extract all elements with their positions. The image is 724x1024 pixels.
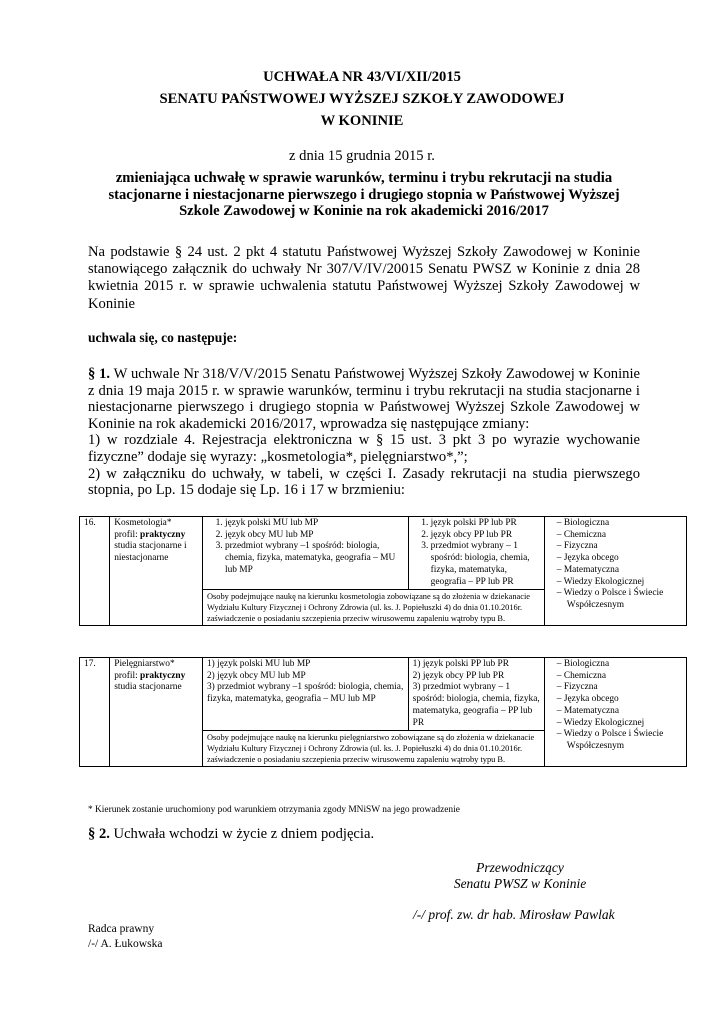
olympiads-cell bbox=[544, 658, 686, 767]
list-item: 1. język polski PP lub PR bbox=[431, 518, 540, 530]
vaccination-note: Osoby podejmujące naukę na kierunku kosmetologia zobowiązane są do złożenia w dziekanacie Wydziału Kultury Fizycznej i Ochrony Zdrowia (ul. ks. J. Popiełuszki 4) do dnia 01.10.2016r. zaświadczenie o posiadaniu szczepienia przeciw wirusowemu zapaleniu wątroby typu B. bbox=[202, 590, 544, 626]
list-item: – Wiedzy Ekologicznej bbox=[549, 577, 682, 589]
resolution-title bbox=[0, 66, 724, 132]
program-mode: studia stacjonarne i niestacjonarne bbox=[114, 541, 187, 564]
profile-prefix: profil: bbox=[114, 670, 141, 681]
paragraph-2-text: Uchwała wchodzi w życie z dniem podjęcia. bbox=[109, 826, 375, 842]
paragraph-1-mark: § 1. bbox=[88, 366, 111, 382]
list-item: – Biologiczna bbox=[549, 659, 682, 671]
chair-role bbox=[445, 860, 595, 892]
lp-cell: 16. bbox=[80, 517, 110, 626]
list-item: 2) język obcy MU lub MP bbox=[206, 670, 306, 681]
list-item: 3) przedmiot wybrany –1 spośród: biologia, chemia, fizyka, matematyka, geografia – MU lub MP bbox=[206, 682, 404, 705]
list-item: – Biologiczna bbox=[549, 518, 682, 530]
senate-name: SENATU PAŃSTWOWEJ WYŻSZEJ SZKOŁY ZAWODOWEJ bbox=[159, 91, 565, 107]
profile-prefix: profil: bbox=[114, 529, 141, 540]
olympiads-cell bbox=[544, 517, 686, 626]
legal-basis: Na podstawie § 24 ust. 2 pkt 4 statutu Państwowej Wyższej Szkoły Zawodowej w Koninie stanowiącego załącznik do uchwały Nr 307/V/IV/20015 Senatu PWSZ w Koninie z dnia 28 kwietnia 2015 r. w sprawie uchwalenia statutu Państwowej Wyższej Szkoły Zawodowej w Koninie bbox=[88, 244, 640, 312]
list-item: 2. język obcy PP lub PR bbox=[431, 530, 540, 542]
list-item: – Języka obcego bbox=[549, 553, 682, 565]
counsel-name: /-/ A. Łukowska bbox=[88, 938, 163, 950]
table-row-17 bbox=[79, 657, 687, 767]
paragraph-1 bbox=[88, 366, 640, 499]
city-name: W KONINIE bbox=[320, 113, 404, 129]
list-item: – Fizyczna bbox=[549, 682, 682, 694]
resolution-number: UCHWAŁA NR 43/VI/XII/2015 bbox=[263, 69, 461, 85]
matura-new-cell bbox=[408, 658, 544, 731]
footnote: * Kierunek zostanie uruchomiony pod warunkiem otrzymania zgody MNiSW na jego prowadzenie bbox=[88, 805, 460, 815]
program-mode: studia stacjonarne bbox=[114, 682, 182, 693]
profile-value: praktyczny bbox=[140, 670, 186, 681]
resolution-date: z dnia 15 grudnia 2015 r. bbox=[289, 148, 435, 164]
program-name: Pielęgniarstwo* bbox=[114, 659, 175, 669]
resolves-heading: uchwala się, co następuje: bbox=[88, 330, 238, 345]
matura-old-cell bbox=[202, 658, 408, 731]
program-profile bbox=[114, 530, 198, 542]
matura-old-cell bbox=[202, 517, 408, 590]
table-row-16 bbox=[79, 516, 687, 626]
paragraph-1-point-2: 2) w załączniku do uchwały, w tabeli, w części I. Zasady rekrutacji na studia pierwszego stopnia, po Lp. 15 dodaje się Lp. 16 i 17 w brzmieniu: bbox=[88, 465, 640, 499]
program-cell bbox=[110, 658, 203, 767]
list-item: – Matematyczna bbox=[549, 565, 682, 577]
chair-body: Senatu PWSZ w Koninie bbox=[453, 876, 587, 891]
list-item: 2. język obcy MU lub MP bbox=[225, 530, 404, 542]
lp-cell: 17. bbox=[80, 658, 110, 767]
list-item: – Wiedzy o Polsce i Świecie Współczesnym bbox=[549, 729, 682, 752]
list-item: 3. przedmiot wybrany – 1 spośród: biologia, chemia, fizyka, matematyka, geografia – PP lub PR bbox=[431, 541, 540, 588]
paragraph-1-point-1: 1) w rozdziale 4. Rejestracja elektroniczna w § 15 ust. 3 pkt 3 po wyrazie wychowanie fizyczne” dodaje się wyrazy: „kosmetologia*, pielęgniarstwo*,”; bbox=[88, 432, 640, 465]
list-item: – Wiedzy o Polsce i Świecie Współczesnym bbox=[549, 588, 682, 611]
list-item: – Chemiczna bbox=[549, 671, 682, 683]
legal-counsel bbox=[88, 922, 162, 952]
program-profile bbox=[114, 671, 198, 683]
resolution-subject: zmieniająca uchwałę w sprawie warunków, terminu i trybu rekrutacji na studia stacjonarne i niestacjonarne pierwszego i drugiego stopnia w Państwowej Wyższej Szkole Zawodowej w Koninie na rok akademicki 2016/2017 bbox=[108, 170, 620, 219]
program-name: Kosmetologia* bbox=[114, 518, 172, 528]
profile-value: praktyczny bbox=[140, 529, 186, 540]
matura-new-cell bbox=[408, 517, 544, 590]
paragraph-2 bbox=[88, 826, 374, 843]
list-item: 3) przedmiot wybrany – 1 spośród: biologia, chemia, fizyka, matematyka, geografia – PP lub PR bbox=[412, 682, 540, 728]
paragraph-2-mark: § 2. bbox=[88, 826, 110, 842]
list-item: – Matematyczna bbox=[549, 706, 682, 718]
program-cell bbox=[110, 517, 203, 626]
list-item: 1) język polski MU lub MP bbox=[206, 659, 311, 669]
counsel-title: Radca prawny bbox=[88, 923, 155, 935]
list-item: 1) język polski PP lub PR bbox=[412, 659, 509, 669]
list-item: 2) język obcy PP lub PR bbox=[412, 670, 505, 681]
list-item: 1. język polski MU lub MP bbox=[225, 518, 404, 530]
list-item: – Chemiczna bbox=[549, 530, 682, 542]
list-item: – Fizyczna bbox=[549, 541, 682, 553]
list-item: 3. przedmiot wybrany –1 spośród: biologia, chemia, fizyka, matematyka, geografia – MU lub MP bbox=[225, 541, 404, 576]
chair-signature: /-/ prof. zw. dr hab. Mirosław Pawlak bbox=[413, 907, 615, 922]
paragraph-1-text: W uchwale Nr 318/V/V/2015 Senatu Państwowej Wyższej Szkoły Zawodowej w Koninie z dnia 19 maja 2015 r. w sprawie warunków, terminu i trybu rekrutacji na studia stacjonarne i niestacjonarne pierwszego i drugiego stopnia w Państwowej Wyższej Szkole Zawodowej w Koninie na rok akademicki 2016/2017, wprowadza się następujące zmiany: bbox=[88, 366, 640, 432]
list-item: – Języka obcego bbox=[549, 694, 682, 706]
chair-title: Przewodniczący bbox=[476, 860, 564, 875]
list-item: – Wiedzy Ekologicznej bbox=[549, 718, 682, 730]
vaccination-note: Osoby podejmujące naukę na kierunku pielęgniarstwo zobowiązane są do złożenia w dziekanacie Wydziału Kultury Fizycznej i Ochrony Zdrowia (ul. ks. J. Popiełuszki 4) do dnia 01.10.2016r. zaświadczenie o posiadaniu szczepienia przeciw wirusowemu zapaleniu wątroby typu B. bbox=[202, 731, 544, 767]
